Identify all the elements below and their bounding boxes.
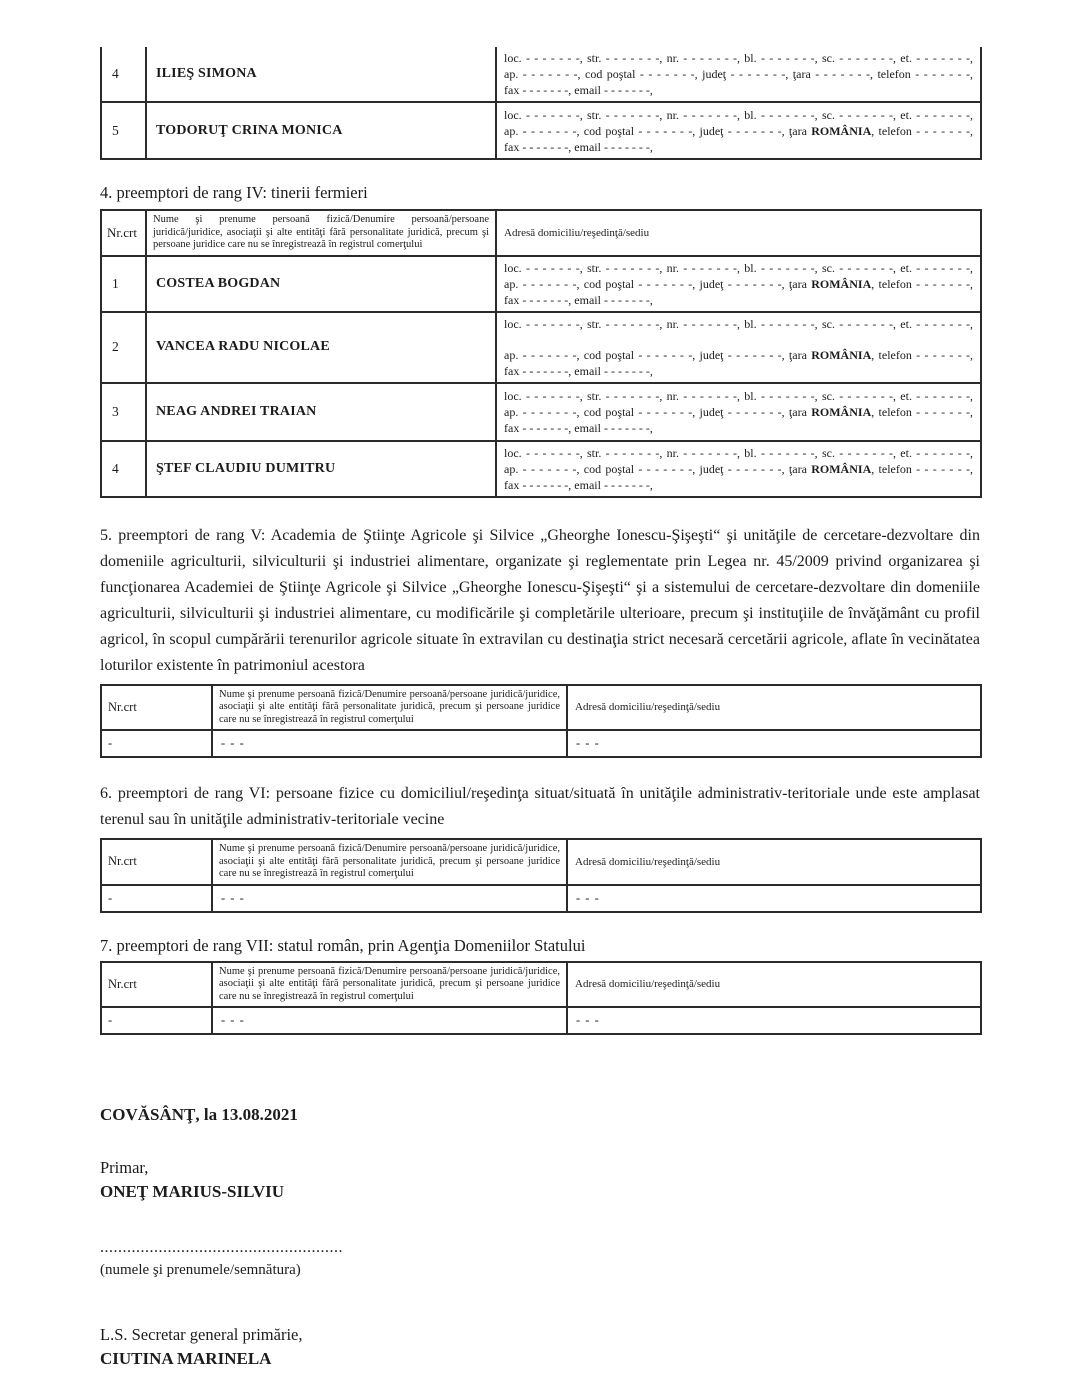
address-cell: [496, 47, 981, 102]
address-cell: - - -: [567, 885, 981, 912]
country-name: ROMÂNIA: [811, 276, 872, 291]
address-cell: - - -: [567, 1007, 981, 1034]
preemptor-name: TODORUŢ CRINA MONICA: [146, 102, 496, 159]
table-row: [101, 312, 981, 383]
table-row: [101, 47, 981, 102]
preemptor-table-rang5: [100, 684, 982, 759]
row-number: -: [101, 1007, 212, 1034]
preemptor-name: VANCEA RADU NICOLAE: [146, 312, 496, 383]
header-nr-crt: Nr.crt: [101, 210, 146, 256]
table-row: [101, 383, 981, 441]
country-name: ROMÂNIA: [811, 123, 872, 138]
header-nr-crt: Nr.crt: [101, 962, 212, 1008]
address-line-1: loc. - - - - - - -, str. - - - - - - -, nr. - - - - - - -, bl. - - - - - - -, sc. - - - - - - -, et. - - - - - - -,: [504, 316, 973, 331]
table-row-empty: [101, 730, 981, 757]
header-address-column: Adresă domiciliu/reşedinţă/sediu: [496, 210, 981, 256]
preemptor-name: - - -: [212, 730, 567, 757]
primar-role-label: Primar,: [100, 1158, 149, 1177]
address-line-3: fax - - - - - - -, email - - - - - - -,: [504, 363, 653, 378]
section-paragraph-rang5: 5. preemptori de rang V: Academia de Ştiinţe Agricole şi Silvice „Gheorghe Ionescu-Şişeşti“ şi unităţile de cercetare-dezvoltare din domeniile agriculturii, silviculturii şi industriei alimentare, organizate şi reglementate prin Legea nr. 45/2009 privind organizarea şi funcţionarea Academiei de Ştiinţe Agricole şi Silvice „Gheorghe Ionescu-Şişeşti“ şi a sistemului de cercetare-dezvoltare din domeniile agriculturii, silviculturii şi industriei alimentare, cu modificările şi completările ulterioare, precum şi instituţiile de învăţământ cu profil agricol, în scopul cumpărării terenurilor agricole situate în extravilan cu destinaţia strict necesară cercetării agricole, aflate în vecinătatea loturilor existente în patrimoniul acestora: [100, 526, 980, 674]
address-line-3: fax - - - - - - -, email - - - - - - -,: [504, 83, 653, 97]
address-line-2-pre: ap. - - - - - - -, cod poştal - - - - - - -, judeţ - - - - - - -, ţara: [504, 123, 812, 138]
table-row: [101, 102, 981, 159]
address-line-1: loc. - - - - - - -, str. - - - - - - -, nr. - - - - - - -, bl. - - - - - - -, sc. - - - - - - -, et. - - - - - - -,: [504, 260, 973, 275]
country-name: ROMÂNIA: [811, 347, 872, 362]
signature-dotted-line: ......................................................: [100, 1239, 343, 1256]
header-address-column: Adresă domiciliu/reşedinţă/sediu: [567, 962, 981, 1008]
signature-block: [100, 1105, 980, 1369]
address-line-2-post: , telefon - - - - - - -,: [871, 347, 973, 362]
header-name-column: Nume şi prenume persoană fizică/Denumire persoană/persoane juridică/juridice, asociaţii şi alte entităţi fără personalitate juridică, precum şi persoane juridice care nu se înregistrează în registrul comerţului: [212, 839, 567, 885]
address-line-1: loc. - - - - - - -, str. - - - - - - -, nr. - - - - - - -, bl. - - - - - - -, sc. - - - - - - -, et. - - - - - - -,: [504, 107, 973, 122]
section-heading-rang4: 4. preemptori de rang IV: tinerii fermieri: [100, 183, 368, 202]
address-line-2-post: , telefon - - - - - - -,: [871, 404, 973, 419]
preemptor-name: - - -: [212, 1007, 567, 1034]
address-line-2-pre: ap. - - - - - - -, cod poştal - - - - - - -, judeţ - - - - - - -, ţara: [504, 461, 812, 476]
primar-name: ONEŢ MARIUS-SILVIU: [100, 1182, 285, 1201]
row-number: 1: [101, 256, 146, 312]
table-header-row: [101, 210, 981, 256]
header-name-column: Nume şi prenume persoană fizică/Denumire persoană/persoane juridică/juridice, asociaţii şi alte entităţi fără personalitate juridică, precum şi persoane juridice care nu se înregistrează în registrul comerţului: [212, 685, 567, 731]
preemptor-name: - - -: [212, 885, 567, 912]
address-line-1: loc. - - - - - - -, str. - - - - - - -, nr. - - - - - - -, bl. - - - - - - -, sc. - - - - - - -, et. - - - - - - -,: [504, 445, 973, 460]
address-cell: - - -: [567, 730, 981, 757]
preemptor-table-rang7: [100, 961, 982, 1036]
country-name: ROMÂNIA: [811, 461, 872, 476]
table-row-empty: [101, 1007, 981, 1034]
address-line-3: fax - - - - - - -, email - - - - - - -,: [504, 420, 653, 435]
document-content: [100, 0, 980, 1369]
address-line-2-post: , telefon - - - - - - -,: [871, 461, 973, 476]
address-line-2-post: , telefon - - - - - - -,: [871, 276, 973, 291]
address-line-3: fax - - - - - - -, email - - - - - - -,: [504, 292, 653, 307]
header-nr-crt: Nr.crt: [101, 685, 212, 731]
preemptor-name: ŞTEF CLAUDIU DUMITRU: [146, 441, 496, 497]
table-header-row: [101, 685, 981, 731]
address-line-1: loc. - - - - - - -, str. - - - - - - -, nr. - - - - - - -, bl. - - - - - - -, sc. - - - - - - -, et. - - - - - - -,: [504, 51, 973, 65]
address-line-2-pre: ap. - - - - - - -, cod poştal - - - - - - -, judeţ - - - - - - -, ţara: [504, 404, 812, 419]
preemptor-name: ILIEŞ SIMONA: [146, 47, 496, 102]
secretar-role-label: L.S. Secretar general primărie,: [100, 1325, 303, 1344]
preemptor-name: COSTEA BOGDAN: [146, 256, 496, 312]
row-number: 5: [101, 102, 146, 159]
address-cell: [496, 312, 981, 383]
continuation-table: [100, 47, 982, 160]
row-number: 4: [101, 47, 146, 102]
address-line-3: fax - - - - - - -, email - - - - - - -,: [504, 139, 653, 154]
country-name: ROMÂNIA: [811, 404, 872, 419]
section-heading-rang7: 7. preemptori de rang VII: statul român, prin Agenţia Domeniilor Statului: [100, 935, 586, 955]
address-line-2: [504, 404, 973, 420]
preemptor-name: NEAG ANDREI TRAIAN: [146, 383, 496, 441]
signature-caption: (numele şi prenumele/semnătura): [100, 1262, 301, 1278]
address-cell: [496, 256, 981, 312]
address-line-2-pre: ap. - - - - - - -, cod poştal - - - - - - -, judeţ - - - - - - -, ţara: [504, 276, 812, 291]
table-row: [101, 441, 981, 497]
row-number: -: [101, 885, 212, 912]
address-cell: [496, 441, 981, 497]
address-cell: [496, 102, 981, 159]
table-header-row: [101, 962, 981, 1008]
table-row-empty: [101, 885, 981, 912]
row-number: -: [101, 730, 212, 757]
row-number: 4: [101, 441, 146, 497]
address-line-2: [504, 461, 973, 477]
address-line-3: fax - - - - - - -, email - - - - - - -,: [504, 477, 653, 492]
header-nr-crt: Nr.crt: [101, 839, 212, 885]
table-header-row: [101, 839, 981, 885]
address-line-2-pre: ap. - - - - - - -, cod poştal - - - - - - -, judeţ - - - - - - -, ţara: [504, 347, 812, 362]
preemptor-table-rang6: [100, 838, 982, 913]
place-and-date: COVĂSÂNŢ, la 13.08.2021: [100, 1105, 298, 1124]
address-line-2-post: , telefon - - - - - - -,: [871, 123, 973, 138]
section-paragraph-rang6: 6. preemptori de rang VI: persoane fizice cu domiciliul/reşedinţa situat/situată în unităţile administrativ-teritoriale unde este amplasat terenul sau în unităţile administrativ-teritoriale vecine: [100, 785, 980, 828]
header-name-column: Nume şi prenume persoană fizică/Denumire persoană/persoane juridică/juridice, asociaţii şi alte entităţi fără personalitate juridică, precum şi persoane juridice care nu se înregistrează în registrul comerţului: [212, 962, 567, 1008]
address-line-1: loc. - - - - - - -, str. - - - - - - -, nr. - - - - - - -, bl. - - - - - - -, sc. - - - - - - -, et. - - - - - - -,: [504, 388, 973, 403]
address-line-2: [504, 347, 973, 363]
row-number: 3: [101, 383, 146, 441]
header-address-column: Adresă domiciliu/reşedinţă/sediu: [567, 839, 981, 885]
address-line-2: [504, 276, 973, 292]
address-line-2: ap. - - - - - - -, cod poştal - - - - - - -, judeţ - - - - - - -, ţara - - - - - - -, telefon - - - - - - -,: [504, 67, 973, 81]
header-address-column: Adresă domiciliu/reşedinţă/sediu: [567, 685, 981, 731]
address-line-2: [504, 123, 973, 139]
address-cell: [496, 383, 981, 441]
preemptor-table-rang4: [100, 209, 982, 498]
table-row: [101, 256, 981, 312]
secretar-name: CIUTINA MARINELA: [100, 1349, 272, 1368]
header-name-column: Nume şi prenume persoană fizică/Denumire persoană/persoane juridică/juridice, asociaţii şi alte entităţi fără personalitate juridică, precum şi persoane juridice care nu se înregistrează în registrul comerţului: [146, 210, 496, 256]
row-number: 2: [101, 312, 146, 383]
